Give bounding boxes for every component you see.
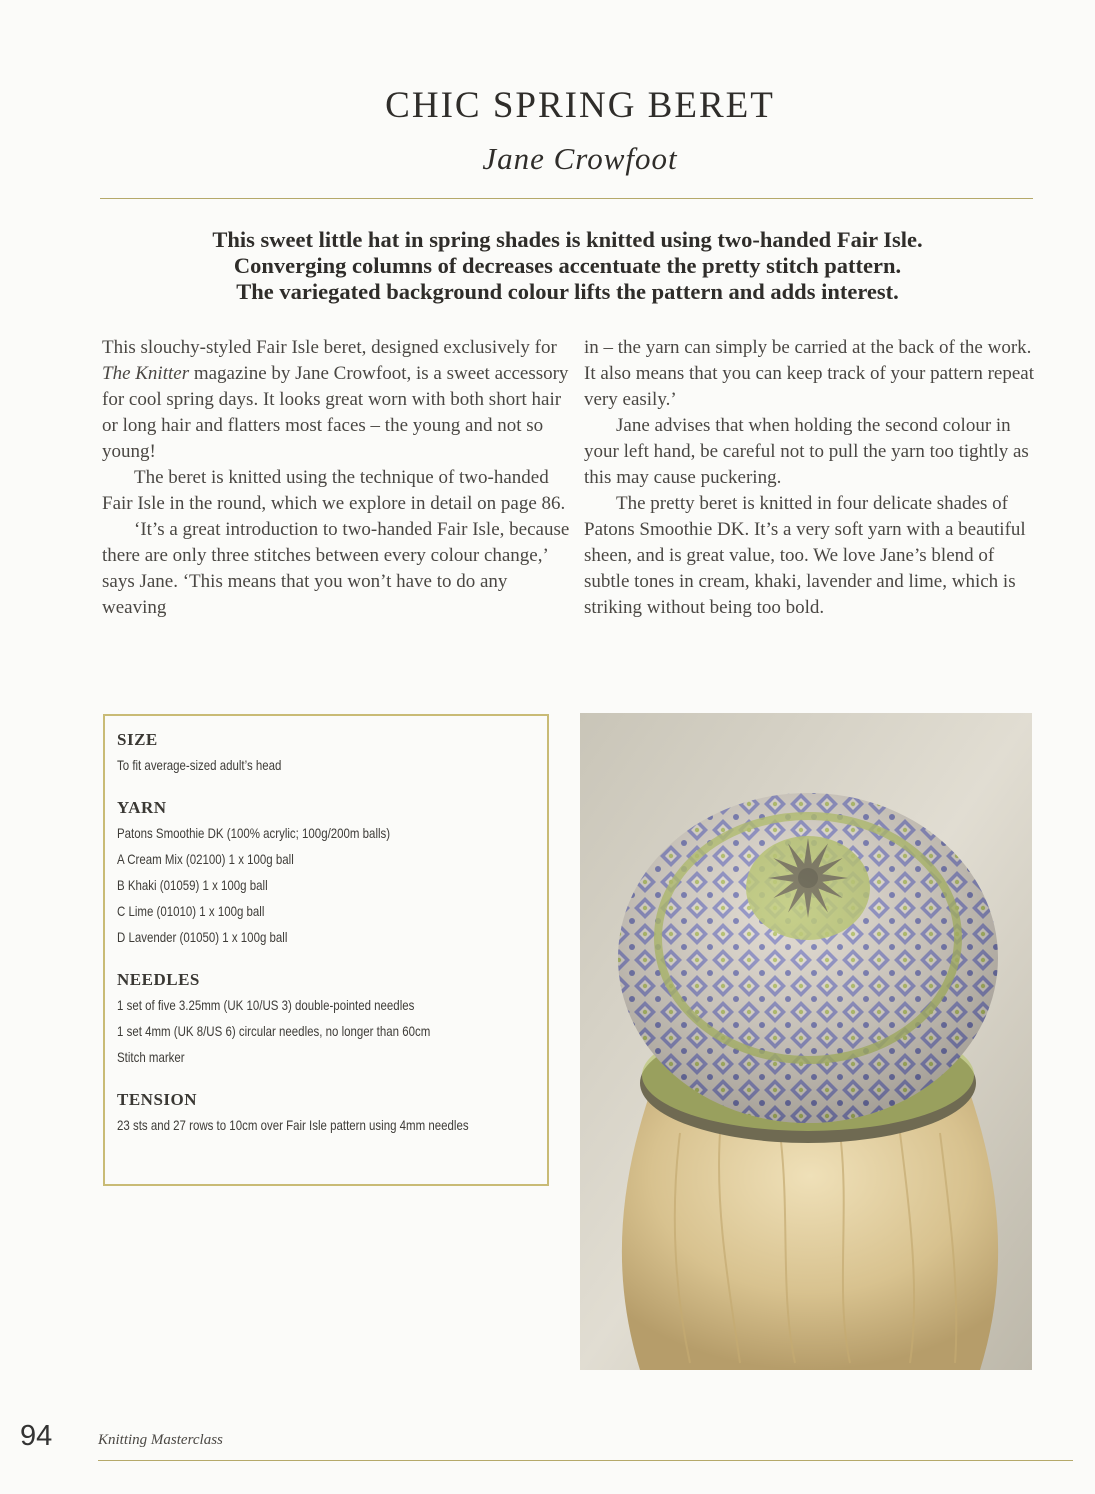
beret-illustration [580, 713, 1032, 1370]
body-column-right [584, 335, 1039, 621]
author-name: Jane Crowfoot [482, 141, 678, 176]
body-column-left [102, 335, 572, 621]
footer-rule [98, 1460, 1073, 1461]
pattern-info-box [103, 714, 549, 1186]
tension-line: 23 sts and 27 rows to 10cm over Fair Isle pattern using 4mm needles [117, 1117, 469, 1133]
yarn-line: A Cream Mix (02100) 1 x 100g ball [117, 851, 294, 867]
standfirst [100, 227, 1035, 305]
yarn-heading: YARN [117, 798, 167, 817]
title-rule [100, 198, 1033, 199]
size-section [117, 730, 535, 778]
body-paragraph: The pretty beret is knitted in four delicate shades of Patons Smoothie DK. It’s a very soft yarn with a beautiful sheen, and is great value, too. We love Jane’s blend of subtle tones in cream, khaki, lavender and lime, which is striking without being too bold. [584, 493, 1026, 618]
needles-line: 1 set of five 3.25mm (UK 10/US 3) double-pointed needles [117, 997, 415, 1013]
standfirst-line: This sweet little hat in spring shades is knitted using two-handed Fair Isle. [212, 227, 923, 252]
yarn-line: D Lavender (01050) 1 x 100g ball [117, 929, 288, 945]
body-paragraph: Jane advises that when holding the second colour in your left hand, be careful not to pull the yarn too tightly as this may cause puckering. [584, 415, 1029, 488]
standfirst-line: Converging columns of decreases accentuate the pretty stitch pattern. [233, 253, 902, 278]
body-paragraph: The beret is knitted using the technique of two-handed Fair Isle in the round, which we explore in detail on page 86. [102, 467, 566, 514]
body-paragraph-continued: in – the yarn can simply be carried at the back of the work. It also means that you can keep track of your pattern repeat very easily.’ [584, 337, 1035, 410]
needles-heading: NEEDLES [117, 970, 200, 989]
size-heading: SIZE [117, 730, 158, 749]
size-line: To fit average-sized adult’s head [117, 757, 282, 773]
magazine-name: The Knitter [102, 363, 190, 384]
needles-line: Stitch marker [117, 1049, 185, 1065]
knitted-beret-photo [580, 713, 1032, 1370]
standfirst-line: The variegated background colour lifts the pattern and adds interest. [236, 279, 899, 304]
page-number: 94 [20, 1420, 53, 1452]
body-paragraph: ‘It’s a great introduction to two-handed Fair Isle, because there are only three stitches between every colour change,’ says Jane. ‘This means that you won’t have to do any weaving [102, 519, 570, 618]
yarn-line: C Lime (01010) 1 x 100g ball [117, 903, 265, 919]
needles-line: 1 set 4mm (UK 8/US 6) circular needles, no longer than 60cm [117, 1023, 431, 1039]
article-title: CHIC SPRING BERET [385, 85, 775, 126]
yarn-line: B Khaki (01059) 1 x 100g ball [117, 877, 268, 893]
tension-heading: TENSION [117, 1090, 198, 1109]
tension-section [117, 1090, 535, 1138]
yarn-line: Patons Smoothie DK (100% acrylic; 100g/200m balls) [117, 825, 391, 841]
yarn-section [117, 798, 535, 950]
running-title: Knitting Masterclass [98, 1432, 223, 1448]
needles-section [117, 970, 535, 1070]
body-paragraph: This slouchy-styled Fair Isle beret, designed exclusively for The Knitter magazine by Jane Crowfoot, is a sweet accessory for cool spring days. It looks great worn with both short hair or long hair and flatters most faces – the young and not so young! [102, 337, 569, 462]
